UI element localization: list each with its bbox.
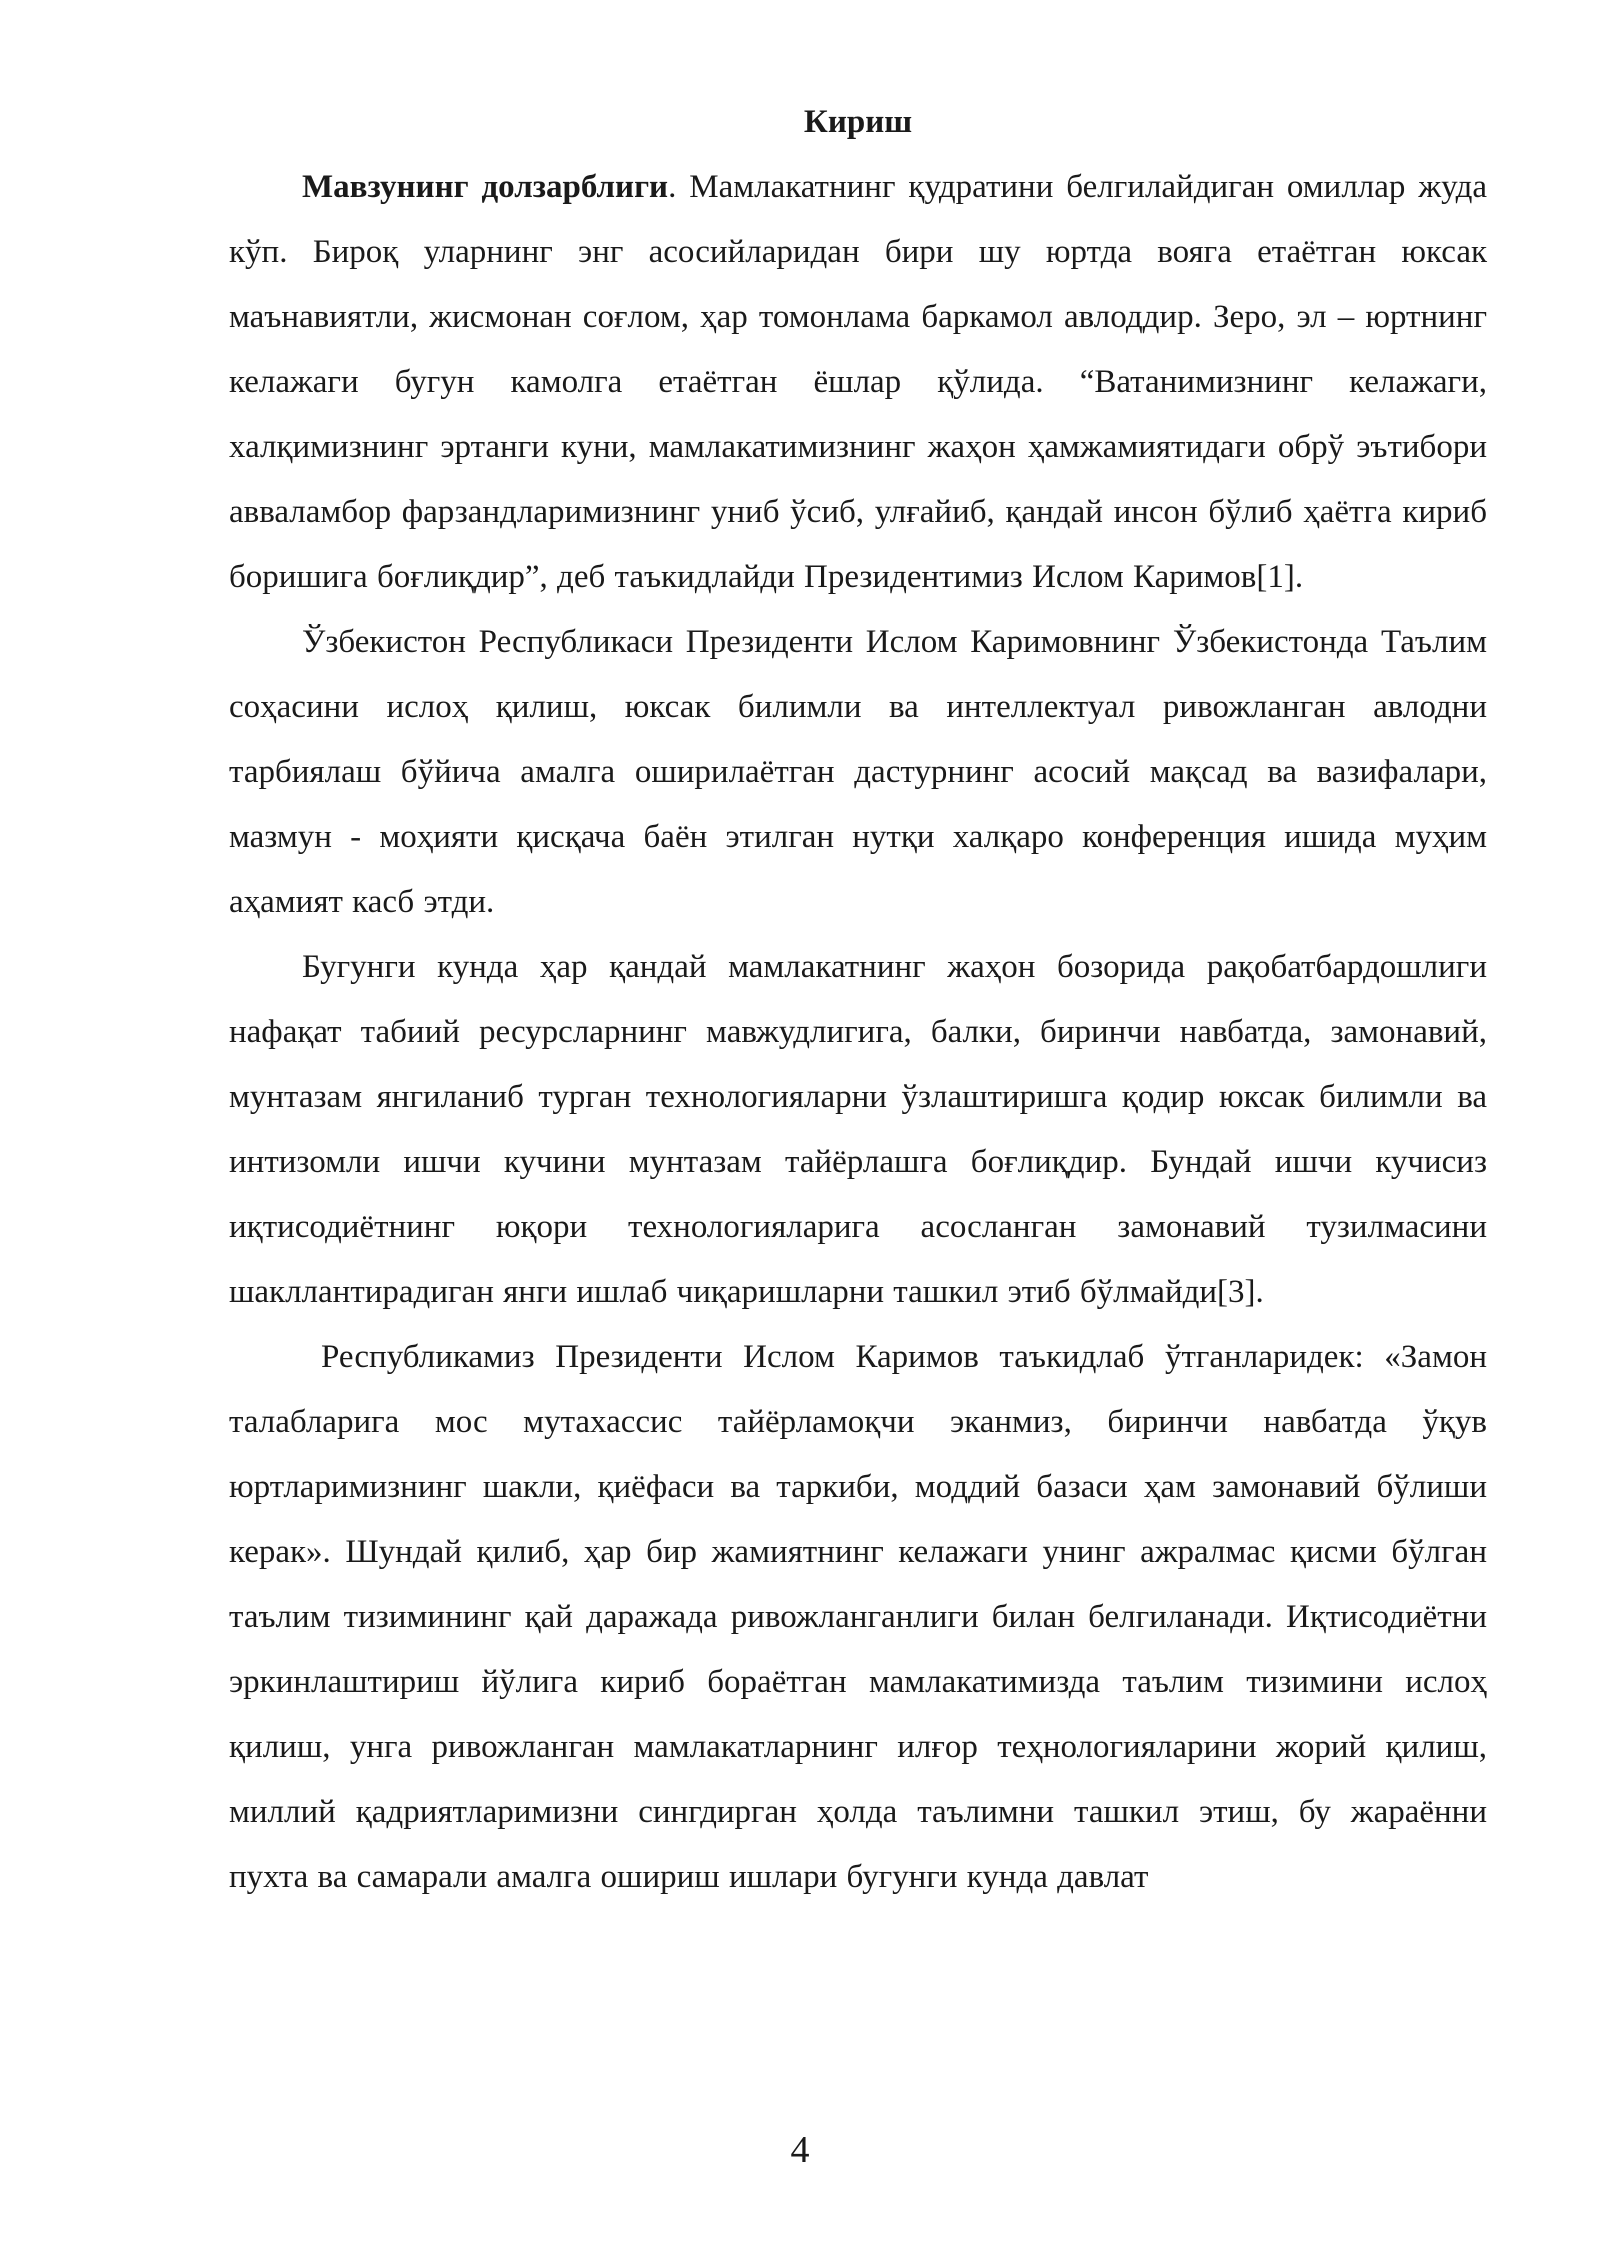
- page-title: Кириш: [803, 104, 913, 140]
- paragraph-relevance: [229, 155, 1487, 610]
- paragraph-text: Ўзбекистон Республикаси Президенти Ислом Каримовнинг Ўзбекистонда Таълим соҳасини ислоҳ қилиш, юксак билимли ва интеллектуал ривожланган авлодни тарбиялаш бўйича амалга оширилаётган дастурнинг асосий мақсад ва вазифалари, мазмун - моҳияти қисқача баён этилган нутқи халқаро конференция ишида муҳим аҳамият касб этди.: [229, 624, 1487, 920]
- paragraph-president-speech: [229, 610, 1487, 935]
- page-number: 4: [790, 2129, 810, 2171]
- paragraph-lead: Мавзунинг долзарблиги: [302, 169, 669, 205]
- paragraph-education-reform: [229, 1325, 1487, 1910]
- paragraph-text: Бугунги кунда ҳар қандай мамлакатнинг жаҳон бозорида рақобатбардошлиги нафақат табиий ресурсларнинг мавжудлигига, балки, биринчи навбатда, замонавий, мунтазам янгиланиб турган технологияларни ўзлаштиришга қодир юксак билимли ва интизомли ишчи кучини мунтазам тайёрлашга боғлиқдир. Бундай ишчи кучисиз иқтисодиётнинг юқори технологияларига асосланган замонавий тузилмасини шакллантирадиган янги ишлаб чиқаришларни ташкил этиб бўлмайди[3].: [229, 949, 1487, 1310]
- paragraph-text: . Мамлакатнинг қудратини белгилайдиган омиллар жуда кўп. Бироқ уларнинг энг асосийларидан бири шу юртда вояга етаётган юксак маънавиятли, жисмонан соғлом, ҳар томонлама баркамол авлоддир. Зеро, эл – юртнинг келажаги бугун камолга етаётган ёшлар қўлида. “Ватанимизнинг келажаги, халқимизнинг эртанги куни, мамлакатимизнинг жаҳон ҳамжамиятидаги обрў эътибори авваламбор фарзандларимизнинг униб ўсиб, улғайиб, қандай инсон бўлиб ҳаётга кириб боришига боғлиқдир”, деб таъкидлайди Президентимиз Ислом Каримов[1].: [229, 169, 1488, 595]
- page-content: [229, 90, 1487, 1910]
- paragraph-competitiveness: [229, 935, 1487, 1325]
- paragraph-text: Республикамиз Президенти Ислом Каримов таъкидлаб ўтганларидек: «Замон талабларига мос мутахассис тайёрламоқчи эканмиз, биринчи навбатда ўқув юртларимизнинг шакли, қиёфаси ва таркиби, моддий базаси ҳам замонавий бўлиши керак». Шундай қилиб, ҳар бир жамиятнинг келажаги унинг ажралмас қисми бўлган таълим тизимининг қай даражада ривожланганлиги билан белгиланади. Иқтисодиётни эркинлаштириш йўлига кириб бораётган мамлакатимизда таълим тизимини ислоҳ қилиш, унга ривожланган мамлакатларнинг илғор теҳнологияларини жорий қилиш, миллий қадриятларимизни сингдирган ҳолда таълимни ташкил этиш, бу жараённи пухта ва самарали амалга ошириш ишлари бугунги кунда давлат: [229, 1339, 1487, 1895]
